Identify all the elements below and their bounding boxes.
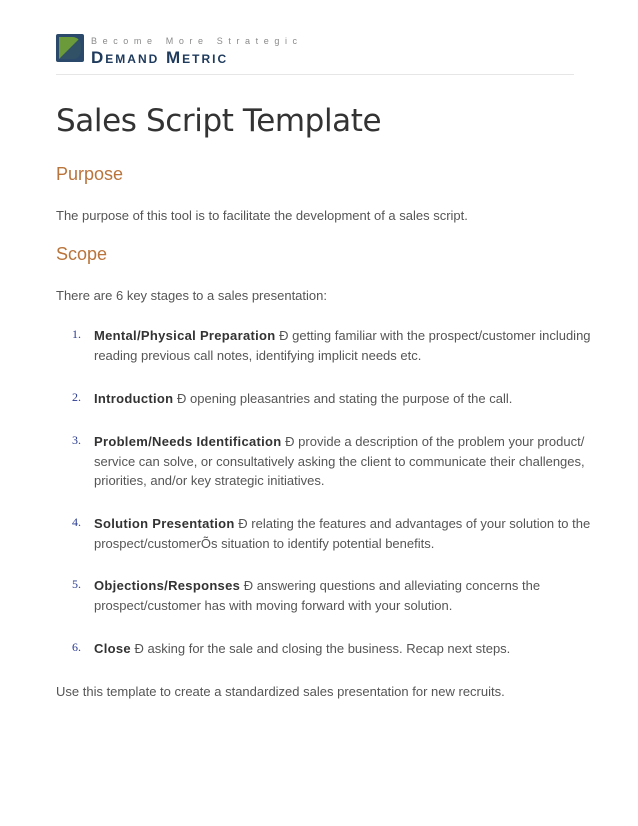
stage-description: Ð provide a description of the problem your product/ service can solve, or consultatively asking the client to communicate their challenges, priorities, and/or key strategic initiatives.: [94, 434, 585, 488]
header-divider: [56, 74, 574, 75]
page-title: Sales Script Template: [56, 103, 382, 139]
scope-heading: Scope: [56, 244, 108, 264]
list-number: 3.: [72, 433, 81, 447]
stage-term: Introduction: [94, 391, 174, 406]
list-number: 4.: [72, 515, 81, 529]
stage-term: Mental/Physical Preparation: [94, 328, 276, 343]
stage-description: Ð answering questions and alleviating concerns the prospect/customer has with moving forward with your solution.: [94, 578, 541, 613]
demand-metric-logo-icon: [56, 34, 84, 62]
stage-description: Ð getting familiar with the prospect/customer including reading previous call notes, identifying implicit needs etc.: [94, 328, 591, 363]
purpose-heading: Purpose: [56, 164, 124, 184]
list-number: 2.: [72, 390, 81, 404]
tagline: Become More Strategic: [91, 36, 303, 46]
brand-name: Demand Metric: [91, 48, 229, 67]
stage-term: Problem/Needs Identification: [94, 434, 282, 449]
scope-intro: There are 6 key stages to a sales presentation:: [56, 288, 327, 303]
stage-description: Ð relating the features and advantages of your solution to the prospect/customerÕs situation to identify potential benefits.: [94, 516, 591, 551]
list-number: 5.: [72, 577, 81, 591]
list-number: 1.: [72, 327, 81, 341]
stage-term: Solution Presentation: [94, 516, 235, 531]
stage-term: Close: [94, 641, 131, 656]
stage-term: Objections/Responses: [94, 578, 241, 593]
closing-text: Use this template to create a standardized sales presentation for new recruits.: [56, 684, 505, 699]
purpose-text: The purpose of this tool is to facilitate the development of a sales script.: [56, 208, 468, 223]
page-header: [56, 34, 576, 76]
stage-description: Ð opening pleasantries and stating the purpose of the call.: [173, 391, 513, 406]
stage-description: Ð asking for the sale and closing the business. Recap next steps.: [130, 641, 511, 656]
list-number: 6.: [72, 640, 81, 654]
